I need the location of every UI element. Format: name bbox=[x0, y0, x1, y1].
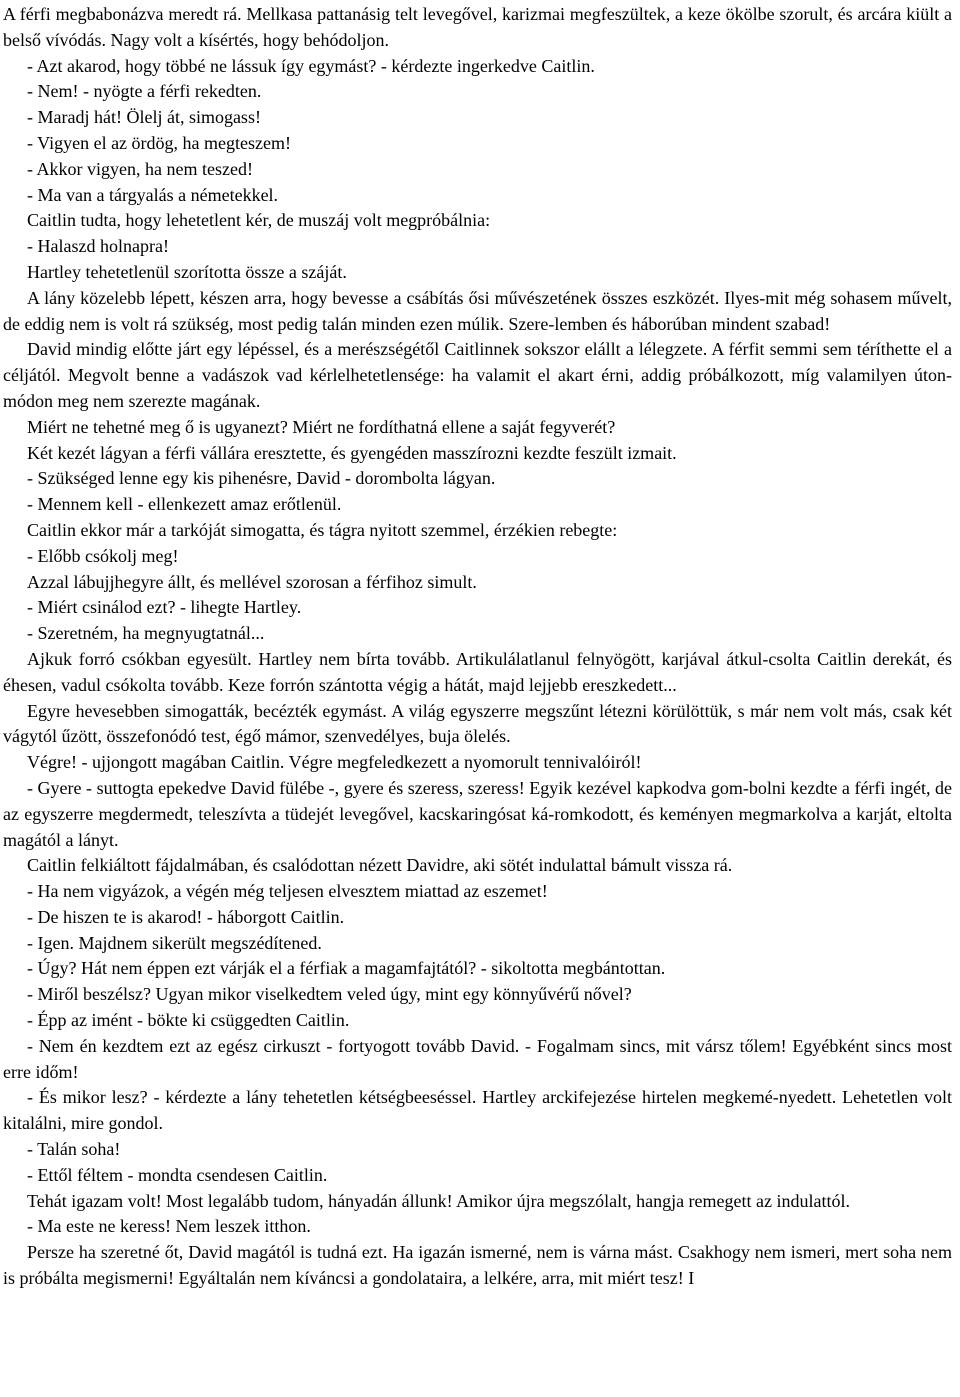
paragraph: Persze ha szeretné őt, David magától is tudná ezt. Ha igazán ismerné, nem is várna mást. Csakhogy nem ismeri, mert soha nem is próbálta megismerni! Egyáltalán nem kíváncsi a gondolataira, a lelkére, arra, mit miért tesz! I bbox=[3, 1242, 952, 1289]
paragraph: - Halaszd holnapra! bbox=[27, 236, 169, 257]
paragraph: David mindig előtte járt egy lépéssel, és a merészségétől Caitlinnek sokszor elállt a lélegzete. A férfit semmi sem téríthette el a céljától. Megvolt benne a vadászok vad kérlelhetetlensége: ha valamit el akart érni, addig próbálkozott, míg valamilyen úton-módon meg nem szerezte magának. bbox=[3, 339, 952, 411]
paragraph: - Maradj hát! Ölelj át, simogass! bbox=[27, 107, 261, 128]
paragraph: Hartley tehetetlenül szorította össze a száját. bbox=[27, 261, 347, 282]
paragraph: - Talán soha! bbox=[27, 1139, 121, 1160]
paragraph: Két kezét lágyan a férfi vállára eresztette, és gyengéden masszírozni kezdte feszült izmait. bbox=[27, 442, 677, 463]
paragraph: - Akkor vigyen, ha nem teszed! bbox=[27, 158, 253, 179]
paragraph: - Nem! - nyögte a férfi rekedten. bbox=[27, 81, 262, 102]
paragraph: - Gyere - suttogta epekedve David fülébe -, gyere és szeress, szeress! Egyik kezével kapkodva gom-bolni kezdte a férfi ingét, de az egyszerre megdermedt, teleszívta a tüdejét levegővel, kacskaringósat ká-romkodott, és keményen megmarkolva a karját, eltolta magától a lányt. bbox=[3, 777, 952, 850]
paragraph: Egyre hevesebben simogatták, becézték egymást. A világ egyszerre megszűnt létezni körülöttük, s már nem volt más, csak két vágytól űzött, összefonódó test, égő mámor, szenvedélyes, buja ölelés. bbox=[3, 700, 952, 747]
paragraph: - Szükséged lenne egy kis pihenésre, David - dorombolta lágyan. bbox=[27, 468, 496, 489]
paragraph: Caitlin ekkor már a tarkóját simogatta, és tágra nyitott szemmel, érzékien rebegte: bbox=[27, 519, 618, 540]
paragraph: - Épp az imént - bökte ki csüggedten Caitlin. bbox=[27, 1010, 350, 1031]
paragraph: Caitlin felkiáltott fájdalmában, és csalódottan nézett Davidre, aki sötét indulattal bámult vissza rá. bbox=[27, 855, 733, 876]
paragraph: - Miről beszélsz? Ugyan mikor viselkedtem veled úgy, mint egy könnyűvérű nővel? bbox=[27, 984, 632, 1005]
paragraph: - És mikor lesz? - kérdezte a lány tehetetlen kétségbeeséssel. Hartley arckifejezése hirtelen megkemé-nyedett. Lehetetlen volt kitalálni, mire gondol. bbox=[3, 1087, 952, 1134]
paragraph: - Azt akarod, hogy többé ne lássuk így egymást? - kérdezte ingerkedve Caitlin. bbox=[27, 55, 595, 76]
paragraph: - Miért csinálod ezt? - lihegte Hartley. bbox=[27, 597, 302, 618]
paragraph: - Nem én kezdtem ezt az egész cirkuszt - fortyogott tovább David. - Fogalmam sincs, mit vársz tőlem! Egyébként sincs most erre időm! bbox=[3, 1035, 952, 1082]
paragraph: Ajkuk forró csókban egyesült. Hartley nem bírta tovább. Artikulálatlanul felnyögött, karjával átkul-csolta Caitlin derekát, és éhesen, vadul csókolta tovább. Keze forrón szántotta végig a hátát, majd lejjebb ereszkedett... bbox=[3, 648, 952, 695]
paragraph: - Vigyen el az ördög, ha megteszem! bbox=[27, 132, 291, 153]
paragraph: A férfi megbabonázva meredt rá. Mellkasa pattanásig telt levegővel, karizmai megfeszültek, a keze ökölbe szorult, és arcára kiült a belső vívódás. Nagy volt a kísértés, hogy behódoljon. bbox=[3, 4, 952, 50]
paragraph: - Mennem kell - ellenkezett amaz erőtlenül. bbox=[27, 494, 342, 515]
paragraph: - Ma este ne keress! Nem leszek itthon. bbox=[27, 1216, 311, 1237]
paragraph: - Előbb csókolj meg! bbox=[27, 545, 179, 566]
paragraph: Tehát igazam volt! Most legalább tudom, hányadán állunk! Amikor újra megszólalt, hangja remegett az indulattól. bbox=[27, 1190, 850, 1211]
paragraph: A lány közelebb lépett, készen arra, hogy bevesse a csábítás ősi művészetének összes eszközét. Ilyes-mit még sohasem művelt, de eddig nem is volt rá szükség, most pedig talán minden ezen múlik. Szere-lemben és háborúban mindent szabad! bbox=[3, 287, 952, 334]
paragraph: Miért ne tehetné meg ő is ugyanezt? Miért ne fordíthatná ellene a saját fegyverét? bbox=[27, 416, 616, 437]
paragraph: Caitlin tudta, hogy lehetetlent kér, de muszáj volt megpróbálnia: bbox=[27, 210, 491, 231]
paragraph: Végre! - ujjongott magában Caitlin. Végre megfeledkezett a nyomorult tennivalóiról! bbox=[27, 752, 642, 773]
paragraph: - Ha nem vigyázok, a végén még teljesen elvesztem miattad az eszemet! bbox=[27, 881, 548, 902]
paragraph: - De hiszen te is akarod! - háborgott Caitlin. bbox=[27, 906, 345, 927]
paragraph: - Ettől féltem - mondta csendesen Caitlin. bbox=[27, 1164, 328, 1185]
paragraph: - Ma van a tárgyalás a németekkel. bbox=[27, 184, 279, 205]
paragraph: - Úgy? Hát nem éppen ezt várják el a férfiak a magamfajtától? - sikoltotta megbántottan. bbox=[27, 958, 666, 979]
paragraph: Azzal lábujjhegyre állt, és mellével szorosan a férfihoz simult. bbox=[27, 571, 477, 592]
paragraph: - Szeretném, ha megnyugtatnál... bbox=[27, 623, 265, 644]
paragraph: - Igen. Majdnem sikerült megszédítened. bbox=[27, 932, 322, 953]
